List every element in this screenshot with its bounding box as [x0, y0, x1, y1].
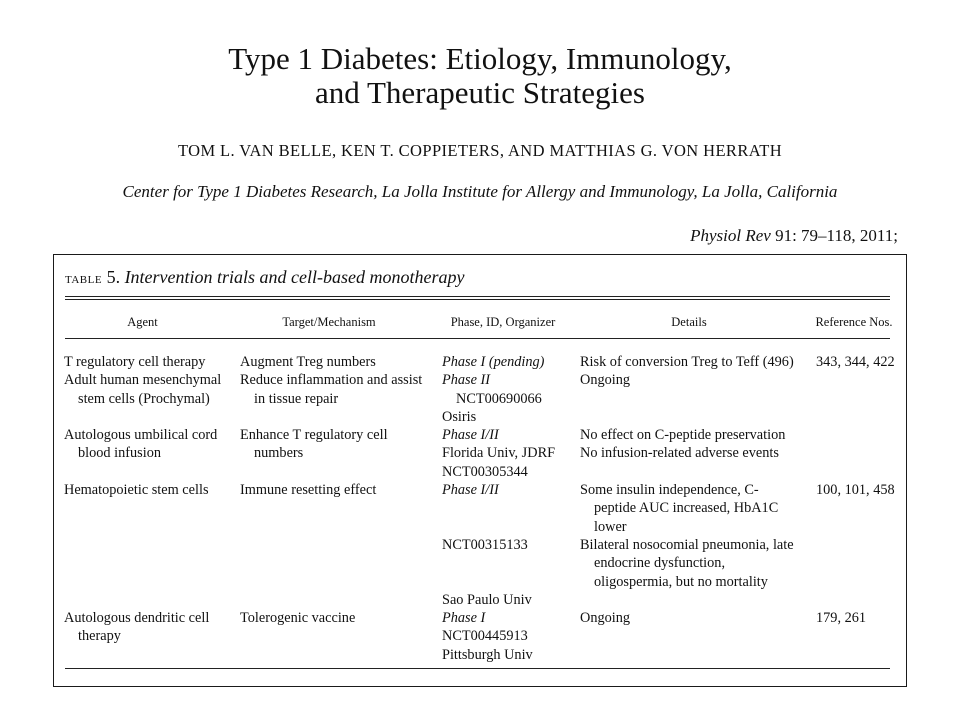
- column-phase: [442, 353, 555, 664]
- table-cell: endocrine dysfunction,: [594, 555, 726, 572]
- table-cell: NCT00305344: [442, 463, 528, 480]
- paper-citation: [690, 226, 898, 246]
- column-header-agent: Agent: [127, 315, 158, 329]
- table-cell: Phase II: [442, 372, 491, 389]
- table-cell: Bilateral nosocomial pneumonia, late: [580, 536, 794, 553]
- table-cell: No infusion-related adverse events: [580, 445, 779, 462]
- table-cell: Adult human mesenchymal: [64, 372, 222, 389]
- table-number: 5.: [102, 267, 125, 287]
- paper-authors: TOM L. VAN BELLE, KEN T. COPPIETERS, AND MATTHIAS G. VON HERRATH: [177, 141, 783, 160]
- table-label: TABLE: [65, 274, 103, 286]
- table-cell: Ongoing: [580, 372, 631, 389]
- table-cell: Autologous dendritic cell: [64, 610, 210, 627]
- table-cell: Some insulin independence, C-: [580, 482, 759, 499]
- table-header-rule: [65, 338, 890, 339]
- column-header-phase: Phase, ID, Organizer: [450, 315, 556, 329]
- paper-title: [0, 42, 960, 110]
- column-agent: [64, 353, 221, 646]
- table-cell: lower: [594, 518, 627, 535]
- table-cell: Enhance T regulatory cell: [240, 427, 388, 444]
- column-header-details: Details: [671, 315, 707, 329]
- table-cell: NCT00445913: [442, 628, 528, 645]
- table-cell: Florida Univ, JDRF: [442, 445, 556, 462]
- table-cell: Phase I: [442, 610, 486, 627]
- table-cell: oligospermia, but no mortality: [594, 573, 768, 590]
- table-cell: stem cells (Prochymal): [78, 390, 210, 407]
- paper-title-line-2: and Therapeutic Strategies: [315, 75, 645, 110]
- table-cell: numbers: [254, 445, 304, 462]
- table-cell: Sao Paulo Univ: [442, 591, 532, 608]
- table-cell: Autologous umbilical cord: [64, 427, 218, 444]
- table-cell: Tolerogenic vaccine: [240, 610, 356, 627]
- table-cell: peptide AUC increased, HbA1C: [594, 500, 779, 517]
- citation-journal: Physiol Rev: [690, 226, 771, 245]
- table-top-rule: [65, 296, 890, 297]
- table-cell: Phase I/II: [442, 427, 499, 444]
- table-caption: [65, 267, 465, 288]
- paper-affiliation: Center for Type 1 Diabetes Research, La Jolla Institute for Allergy and Immunology, La Jolla, California: [122, 182, 838, 201]
- table-cell: 179, 261: [816, 610, 867, 627]
- column-target: [240, 353, 422, 627]
- table-cell: Reduce inflammation and assist: [240, 372, 423, 389]
- table-cell: Osiris: [442, 408, 477, 425]
- table-cell: Phase I (pending): [442, 354, 545, 370]
- table-cell: Phase I/II: [442, 482, 499, 499]
- column-refs: [816, 353, 895, 627]
- table-cell: No effect on C-peptide preservation: [580, 427, 786, 444]
- table-cell: NCT00315133: [442, 536, 528, 553]
- citation-volume-pages-year: 91: 79–118, 2011;: [770, 226, 898, 245]
- table-title: Intervention trials and cell-based monotherapy: [124, 267, 465, 287]
- table-cell: Ongoing: [580, 610, 631, 627]
- table-cell: 343, 344, 422: [816, 354, 895, 370]
- table-cell: blood infusion: [78, 445, 162, 462]
- table-frame: [53, 254, 907, 687]
- column-header-refs: Reference Nos.: [815, 315, 893, 329]
- table-cell: NCT00690066: [456, 390, 542, 407]
- table-cell: 100, 101, 458: [816, 482, 895, 499]
- column-header-target: Target/Mechanism: [282, 315, 376, 329]
- table-bottom-rule: [65, 668, 890, 669]
- table-cell: Immune resetting effect: [240, 482, 377, 499]
- table-cell: therapy: [78, 628, 121, 645]
- table-top-rule-double: [65, 299, 890, 300]
- table-cell: T regulatory cell therapy: [64, 354, 206, 370]
- table-cell: Hematopoietic stem cells: [64, 482, 209, 499]
- table-cell: Pittsburgh Univ: [442, 646, 533, 663]
- table-cell: in tissue repair: [254, 390, 339, 407]
- table-cell: Risk of conversion Treg to Teff (496): [580, 354, 794, 370]
- column-details: [580, 353, 794, 627]
- table-cell: Augment Treg numbers: [240, 354, 376, 370]
- paper-title-line-1: Type 1 Diabetes: Etiology, Immunology,: [228, 41, 732, 76]
